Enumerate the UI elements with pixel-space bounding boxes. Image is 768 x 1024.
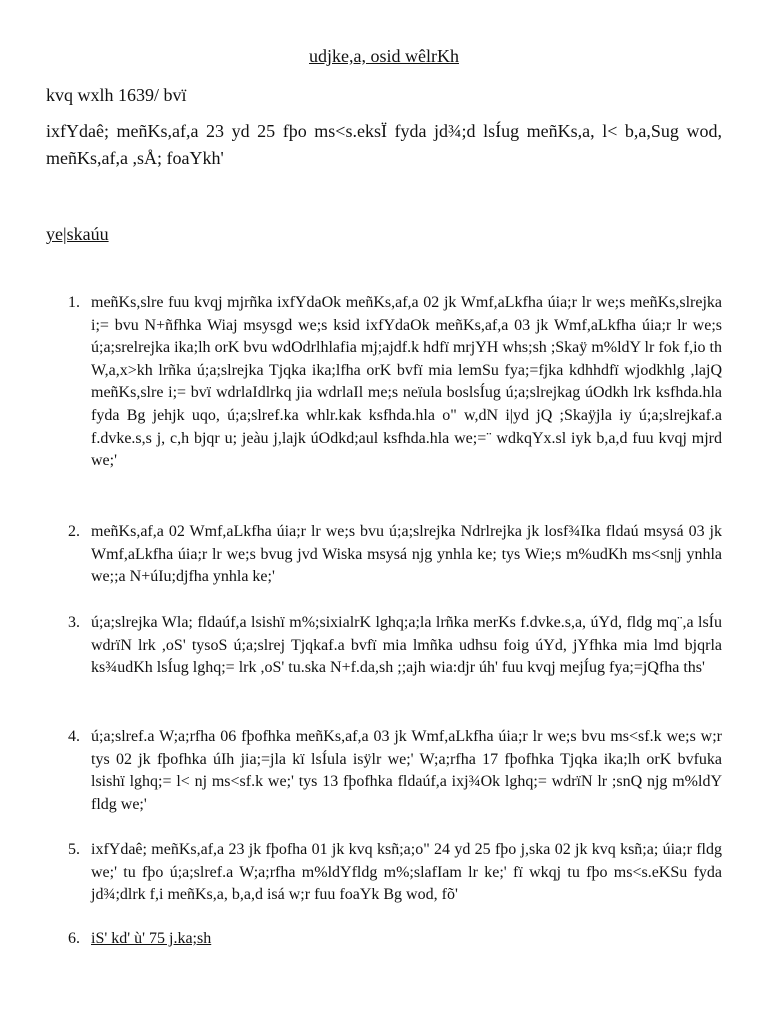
item-number: 4. — [68, 728, 80, 745]
item-number: 5. — [68, 841, 80, 858]
intro-paragraph: ixfYdaê; meñKs,af,a 23 yd 25 fþo ms<s.eksÏ fyda jd¾;d lsÍug meñKs,a, l< b,a,Sug wod, meñKs,af,a ,sÅ; foaYkh' — [46, 121, 722, 168]
item-text: ixfYdaê; meñKs,af,a 23 jk fþofha 01 jk kvq ksñ;a;o" 24 yd 25 fþo j,ska 02 jk kvq ksñ;a; úia;r fldg we;' tu fþo ú;a;slref.a W;a;rfha m%ldYfldg m%;slafIam lr ke;' fï wkqj tu fþo ms<s.eKSu fyda jd¾;dlrk f,i meñKs,a, b,a,d isá w;r fuu foaYk Bg wod, fõ' — [91, 841, 722, 904]
numbered-item-2 — [68, 521, 722, 589]
document-title: udjke,a, osid wêlrKh — [309, 46, 459, 66]
case-number: kvq wxlh 1639/ bvï — [46, 85, 187, 105]
item-number: 1. — [68, 294, 80, 311]
numbered-item-1 — [68, 292, 722, 473]
item-text: meñKs,slre fuu kvqj mjrñka ixfYdaOk meñKs,af,a 02 jk Wmf,aLkfha úia;r lr we;s meñKs,slrejka i;= bvu N+ñfhka Wiaj msysgd we;s ksid ixfYdaOk meñKs,af,a 03 jk Wmf,aLkfha úia;r lr we;s ú;a;srelrejka ika;lh orK bvu wdOdrlhlafia mj;ajdf.k hdfï mrjYH whs;sh ;Skaÿ m%ldY lr fok f,io th W,a,x>kh lrñka ú;a;slrejka Tjqka ika;lfha orK bvfï mia lemSu fya;=fjka kdhhdfï wjodkhlg ,lajQ meñKs,slre i;= bvï wdrlaIdlrkq jia wdrlaIl me;s neïula boslsÍug ú;a;slrejkag úOdkh lrk ksfhda.hla fyda Bg jehjk uqo, ú;a;slref.ka whlr.kak ksfhda.hla o" w,dN i|yd jQ ;Skaÿjla iy ú;a;slrejkaf.a f.dvke.s,s j, c,h bjqr u; jeàu j,lajk úOdkd;aul ksfhda.hla we;=¨ wdkqYx.sl iyk b,a,d fuu kvqj mjrd we;' — [91, 294, 722, 470]
item-text: meñKs,af,a 02 Wmf,aLkfha úia;r lr we;s bvu ú;a;slrejka Ndrlrejka jk losf¾Ika fldaú msysá 03 jk Wmf,aLkfha úia;r lr we;s bvug jvd Wiska msysá njg ynhla ke; tys Wie;s m%udKh ms<sn|j ynhla we;;a N+úIu;djfha ynhla ke;' — [91, 523, 722, 586]
section-heading: ye|skaúu — [46, 224, 109, 244]
item-number: 3. — [68, 614, 80, 631]
numbered-item-5 — [68, 839, 722, 907]
numbered-item-6 — [68, 928, 722, 951]
item-text: iS' kd' ù' 75 j.ka;sh — [91, 930, 212, 947]
item-number: 6. — [68, 930, 80, 947]
numbered-item-4 — [68, 726, 722, 816]
item-text: ú;a;slref.a W;a;rfha 06 fþofhka meñKs,af,a 03 jk Wmf,aLkfha úia;r lr we;s bvu ms<sf.k we;s w;r tys 02 jk fþofhka úIh jia;=jla kï lsÍula isÿlr we;' W;a;rfha 17 fþofhka Tjqka ika;lh orK bvfuka lsishï lghq;= l< nj ms<sf.k we;' tys 13 fþofhka fldaúf,a ixj¾Ok lghq;= wdrïN lr ;snQ njg m%ldY fldg we;' — [91, 728, 722, 813]
item-number: 2. — [68, 523, 80, 540]
numbered-item-3 — [68, 612, 722, 680]
item-text: ú;a;slrejka Wla; fldaúf,a lsishï m%;sixialrK lghq;a;la lrñka merKs f.dvke.s,a, úYd, fldg mq¨,a lsÍu wdrïN lrk ,oS' tysoS ú;a;slrej Tjqkaf.a bvfï mia lmñka udhsu foig úYd, jYfhka mia lmd bjqrla ks¾udKh lsÍug lghq;= lrk ,oS' tu.ska N+f.da,sh ;;ajh wia:djr úh' fuu kvqj mejÍug fya;=jQfha ths' — [91, 614, 722, 677]
